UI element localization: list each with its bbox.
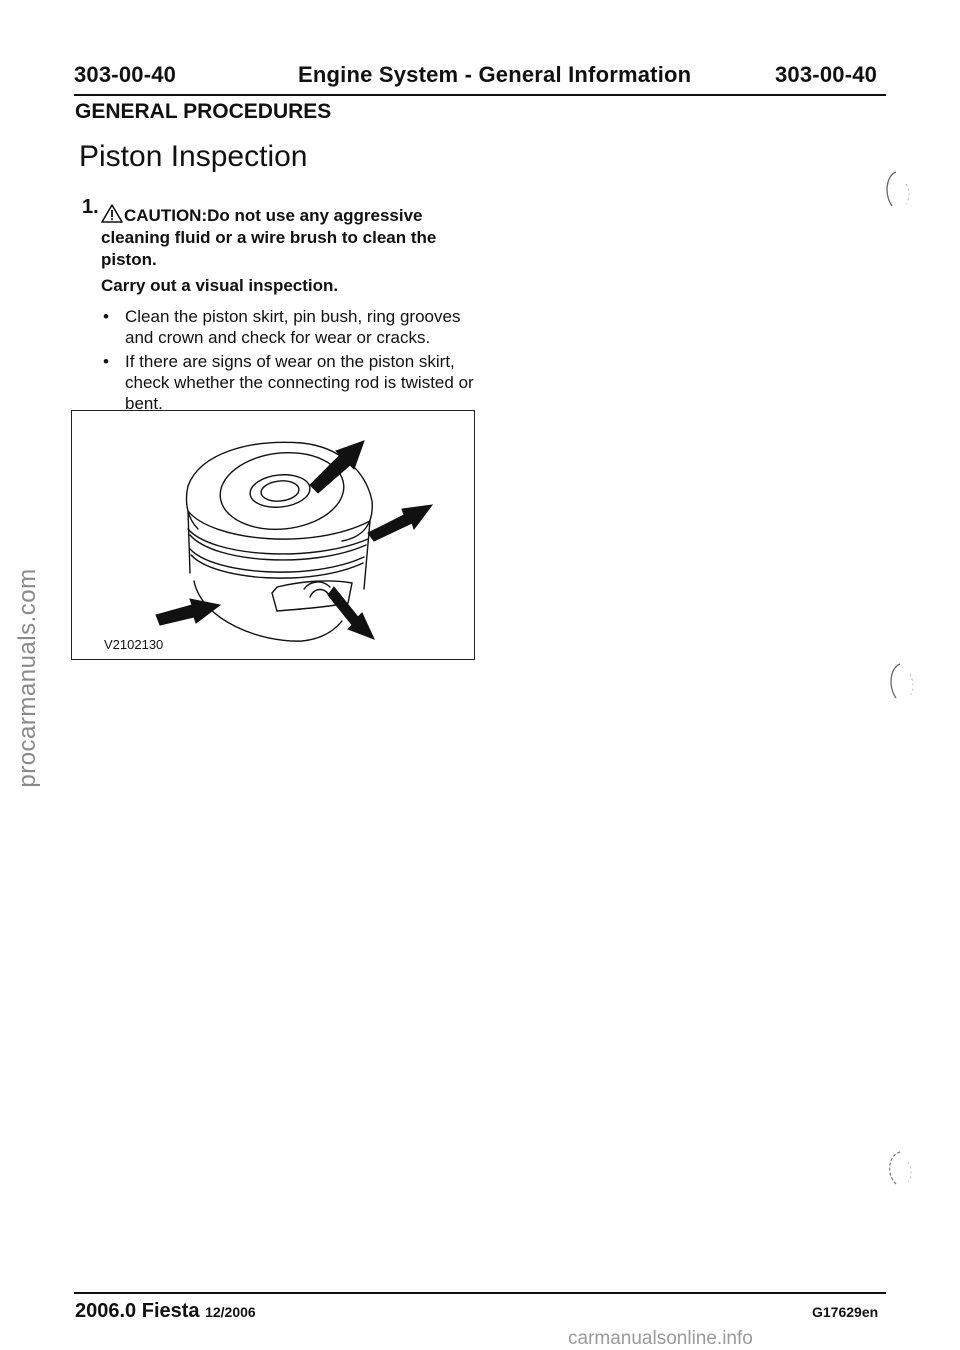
header-title: Engine System - General Information (298, 62, 692, 87)
bullet-glyph: • (103, 307, 109, 326)
procedure-title: Piston Inspection (79, 140, 308, 173)
list-item (101, 306, 481, 348)
footer-model-text: 2006.0 Fiesta (75, 1300, 200, 1322)
side-watermark: procarmanuals.com (14, 568, 41, 788)
figure-id: V2102130 (104, 637, 164, 652)
header-code-right: 303-00-40 (775, 62, 878, 87)
piston-illustration-icon (72, 411, 476, 661)
punch-hole-mark-icon (884, 660, 920, 706)
caution-text-block (101, 204, 481, 271)
bottom-watermark: carmanualsonline.info (568, 1328, 753, 1349)
bullet-list (101, 306, 481, 417)
step-number: 1. (82, 196, 99, 218)
bullet-text: Clean the piston skirt, pin bush, ring grooves and crown and check for wear or cracks. (125, 307, 461, 347)
footer-rule (74, 1292, 886, 1294)
caution-text: CAUTION:Do not use any aggressive cleaning fluid or a wire brush to clean the piston. (101, 206, 437, 269)
footer-model (75, 1300, 256, 1323)
bullet-text: If there are signs of wear on the piston skirt, check whether the connecting rod is twisted or bent. (125, 352, 474, 413)
piston-figure (71, 410, 475, 660)
section-heading: GENERAL PROCEDURES (75, 100, 332, 123)
header-rule (74, 94, 886, 96)
step-action: Carry out a visual inspection. (101, 276, 339, 295)
warning-triangle-icon (101, 204, 123, 223)
header-code-left: 303-00-40 (74, 62, 177, 87)
punch-hole-mark-icon (880, 168, 916, 214)
list-item (101, 351, 481, 414)
footer-date: 12/2006 (205, 1304, 256, 1320)
footer-code: G17629en (812, 1304, 879, 1320)
bullet-glyph: • (103, 352, 109, 371)
punch-hole-mark-icon (882, 1146, 918, 1192)
